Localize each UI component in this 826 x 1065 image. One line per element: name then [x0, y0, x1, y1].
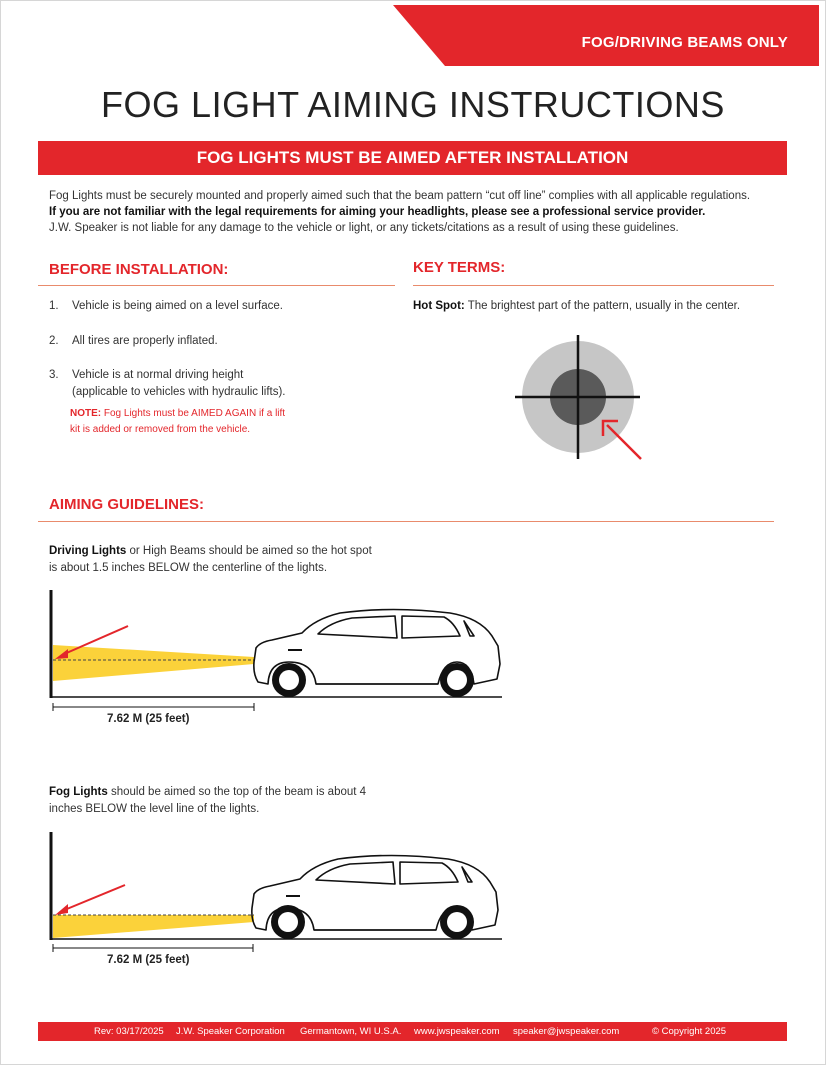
- list-text-continued: (applicable to vehicles with hydraulic lifts).: [72, 386, 286, 398]
- intro-line-2: If you are not familiar with the legal requirements for aiming your headlights, please see a professional service provider.: [49, 206, 706, 218]
- front-wheel-hub: [279, 670, 299, 690]
- driving-lights-instruction: [49, 543, 409, 577]
- aiming-guidelines-heading: AIMING GUIDELINES:: [49, 496, 205, 513]
- list-item: [49, 298, 389, 315]
- driving-lights-label: Driving Lights: [49, 545, 127, 557]
- rear-wheel-hub: [447, 670, 467, 690]
- before-installation-heading: BEFORE INSTALLATION:: [49, 261, 229, 278]
- lift-kit-note-continued: kit is added or removed from the vehicle.: [70, 424, 251, 435]
- key-terms-rule: [413, 285, 774, 286]
- list-text: Vehicle is being aimed on a level surface.: [72, 300, 283, 312]
- driving-lights-text: or High Beams should be aimed so the hot spot: [126, 545, 372, 557]
- fog-lights-text: should be aimed so the top of the beam is about 4: [107, 786, 367, 798]
- fog-lights-text-continued: inches BELOW the level line of the lights.: [49, 803, 260, 815]
- corner-tag-text: FOG/DRIVING BEAMS ONLY: [581, 34, 788, 51]
- footer-revision: Rev: 03/17/2025: [94, 1026, 164, 1037]
- hot-spot-diagram: [505, 330, 650, 465]
- intro-line-3: J.W. Speaker is not liable for any damage to the vehicle or light, or any tickets/citations as a result of using these guidelines.: [49, 222, 679, 234]
- footer-bar: [38, 1022, 787, 1041]
- pointer-arrow-shaft: [607, 425, 641, 459]
- arrow-icon: [55, 904, 68, 915]
- intro-line-1: Fog Lights must be securely mounted and properly aimed such that the beam pattern “cut off line” complies with all applicable regulations.: [49, 190, 751, 202]
- footer-company: J.W. Speaker Corporation: [176, 1026, 285, 1037]
- before-installation-rule: [38, 285, 395, 286]
- note-text: Fog Lights must be AIMED AGAIN if a lift: [101, 408, 286, 419]
- footer-location: Germantown, WI U.S.A.: [300, 1026, 402, 1037]
- list-number: 1.: [49, 300, 59, 312]
- driving-distance-label: 7.62 M (25 feet): [107, 713, 190, 725]
- hot-spot-text: The brightest part of the pattern, usually in the center.: [464, 300, 741, 312]
- page-title: FOG LIGHT AIMING INSTRUCTIONS: [101, 84, 725, 125]
- intro-paragraph: [49, 188, 789, 236]
- light-beam: [53, 915, 254, 938]
- footer-email-link[interactable]: speaker@jwspeaker.com: [513, 1026, 620, 1037]
- list-number: 2.: [49, 335, 59, 347]
- list-text: All tires are properly inflated.: [72, 335, 218, 347]
- fog-lights-instruction: [49, 784, 409, 818]
- driving-lights-text-continued: is about 1.5 inches BELOW the centerline of the lights.: [49, 562, 328, 574]
- footer-copyright: © Copyright 2025: [652, 1026, 727, 1037]
- fog-distance-label: 7.62 M (25 feet): [107, 954, 190, 966]
- warning-banner: FOG LIGHTS MUST BE AIMED AFTER INSTALLATION: [38, 141, 787, 175]
- front-wheel-hub: [278, 912, 298, 932]
- lift-kit-note: [70, 406, 370, 422]
- list-text: Vehicle is at normal driving height: [72, 369, 244, 381]
- note-label: NOTE:: [70, 408, 102, 419]
- list-item: [49, 367, 389, 401]
- hot-spot-definition: [413, 298, 783, 315]
- light-beam: [53, 645, 254, 681]
- hot-spot-term: Hot Spot:: [413, 300, 465, 312]
- fog-lights-diagram: [40, 830, 510, 960]
- list-item: [49, 333, 389, 350]
- driving-lights-diagram: [40, 588, 510, 718]
- pointer-arrow-shaft: [62, 885, 125, 911]
- list-number: 3.: [49, 369, 59, 381]
- rear-wheel-hub: [447, 912, 467, 932]
- fog-lights-label: Fog Lights: [49, 786, 108, 798]
- key-terms-heading: KEY TERMS:: [413, 259, 506, 276]
- aiming-guidelines-rule: [38, 521, 774, 522]
- footer-website-link[interactable]: www.jwspeaker.com: [414, 1026, 500, 1037]
